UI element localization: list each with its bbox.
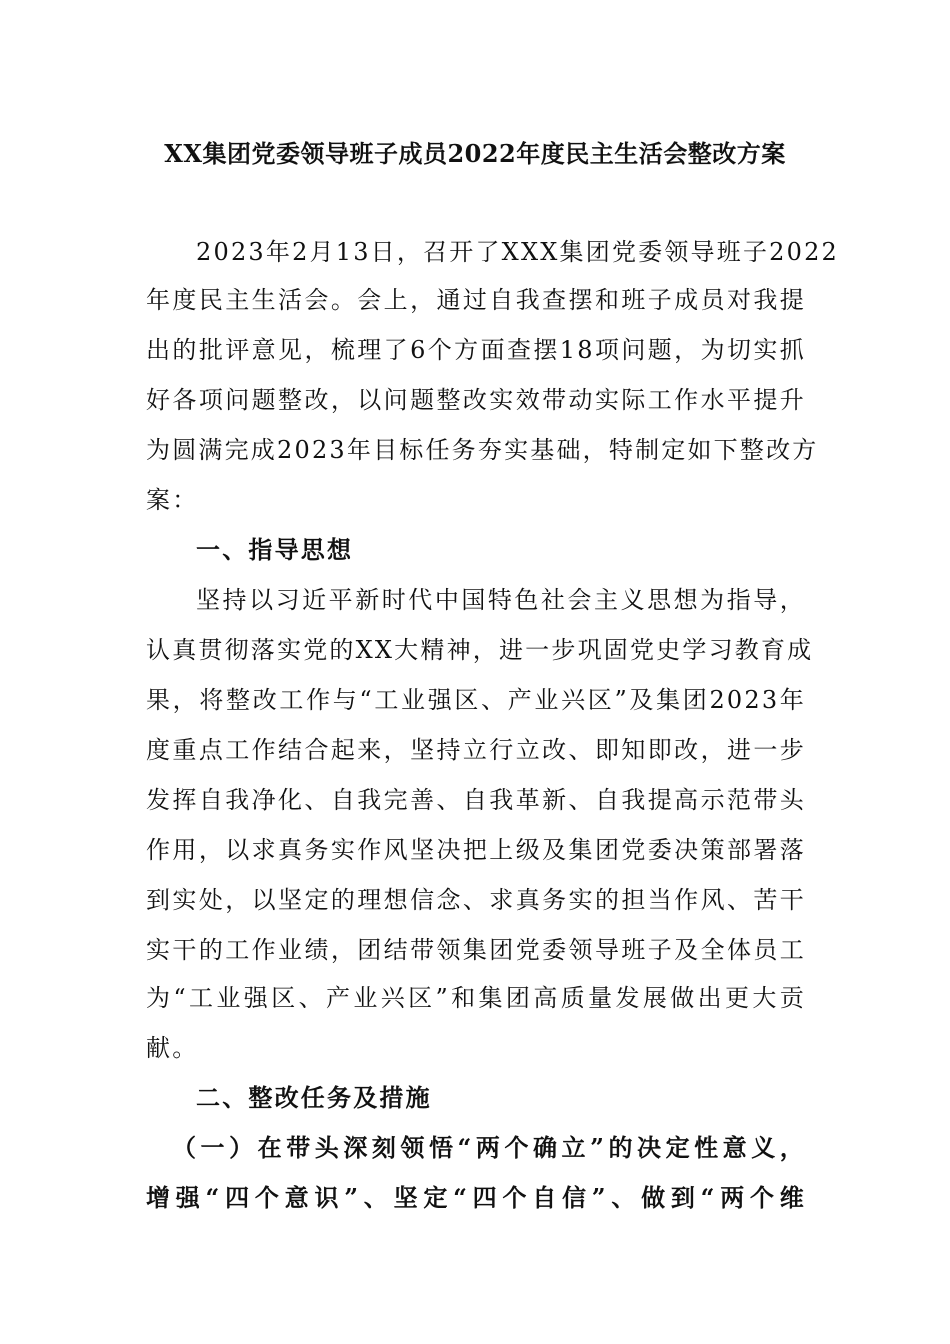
section1-line: 发挥自我净化、自我完善、自我革新、自我提高示范带头 [146,786,806,814]
section-heading-guiding-ideology: 一、指导思想 [196,535,354,564]
section1-line: 认真贯彻落实党的XX大精神，进一步巩固党史学习教育成 [146,636,814,664]
subsection-heading-line: （一）在带头深刻领悟“两个确立”的决定性意义， [172,1133,806,1162]
section1-line: 实干的工作业绩，团结带领集团党委领导班子及全体员工 [146,936,806,964]
section1-line: 为“工业强区、产业兴区”和集团高质量发展做出更大贡 [146,984,806,1012]
intro-line: 2023年2月13日，召开了XXX集团党委领导班子2022 [196,238,840,266]
section1-line: 献。 [146,1034,199,1062]
section1-line: 作用，以求真务实作风坚决把上级及集团党委决策部署落 [146,836,806,864]
section1-line: 度重点工作结合起来，坚持立行立改、即知即改，进一步 [146,736,806,764]
intro-line: 案： [146,486,199,514]
section1-line: 到实处，以坚定的理想信念、求真务实的担当作风、苦干 [146,886,806,914]
section-heading-tasks-measures: 二、整改任务及措施 [196,1083,432,1112]
document-title: XX集团党委领导班子成员2022年度民主生活会整改方案 [164,139,786,168]
intro-line: 为圆满完成2023年目标任务夯实基础，特制定如下整改方 [146,436,819,464]
intro-line: 好各项问题整改，以问题整改实效带动实际工作水平提升 [146,386,806,414]
section1-line: 坚持以习近平新时代中国特色社会主义思想为指导， [196,586,806,614]
subsection-heading-line: 增强“四个意识”、坚定“四个自信”、做到“两个维 [146,1183,806,1212]
intro-line: 年度民主生活会。会上，通过自我查摆和班子成员对我提 [146,286,806,314]
section1-line: 果，将整改工作与“工业强区、产业兴区”及集团2023年 [146,686,806,714]
intro-line: 出的批评意见，梳理了6个方面查摆18项问题，为切实抓 [146,336,806,364]
